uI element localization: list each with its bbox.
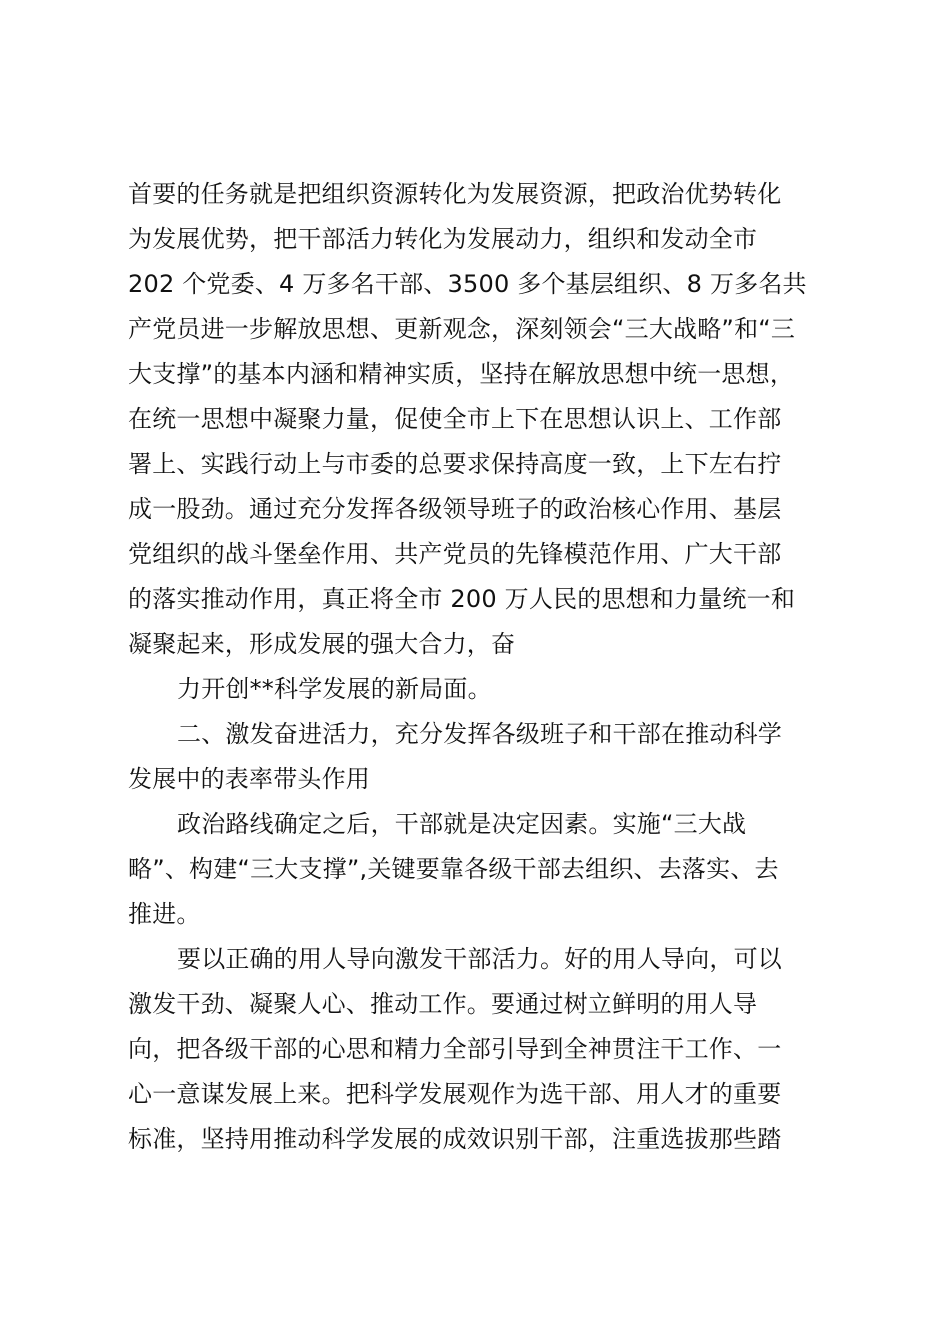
text-line: 要以正确的用人导向激发干部活力。好的用人导向，可以	[177, 945, 782, 973]
text-line: 党组织的战斗堡垒作用、共产党员的先锋模范作用、广大干部	[128, 540, 782, 568]
text-line: 大支撑”的基本内涵和精神实质，坚持在解放思想中统一思想，	[128, 360, 795, 388]
text-line: 的落实推动作用，真正将全市 200 万人民的思想和力量统一和	[128, 585, 796, 613]
text-line: 署上、实践行动上与市委的总要求保持高度一致，上下左右拧	[128, 450, 782, 478]
section-heading-continued: 发展中的表率带头作用	[128, 765, 370, 793]
text-line: 凝聚起来，形成发展的强大合力，奋	[128, 630, 516, 658]
text-line: 向，把各级干部的心思和精力全部引导到全神贯注干工作、一	[128, 1035, 782, 1063]
text-line: 推进。	[128, 900, 201, 928]
text-line: 心一意谋发展上来。把科学发展观作为选干部、用人才的重要	[128, 1080, 782, 1108]
text-line: 202 个党委、4 万多名干部、3500 多个基层组织、8 万多名共	[128, 270, 807, 298]
text-line: 首要的任务就是把组织资源转化为发展资源，把政治优势转化	[128, 180, 782, 208]
text-line: 力开创**科学发展的新局面。	[177, 675, 492, 703]
text-line: 政治路线确定之后，干部就是决定因素。实施“三大战	[177, 810, 747, 838]
text-line: 成一股劲。通过充分发挥各级领导班子的政治核心作用、基层	[128, 495, 782, 523]
section-heading: 二、激发奋进活力，充分发挥各级班子和干部在推动科学	[177, 720, 782, 748]
text-line: 标准，坚持用推动科学发展的成效识别干部，注重选拔那些踏	[128, 1125, 782, 1153]
text-line: 产党员进一步解放思想、更新观念，深刻领会“三大战略”和“三	[128, 315, 796, 343]
body-text	[128, 172, 838, 1162]
text-line: 为发展优势，把干部活力转化为发展动力，组织和发动全市	[128, 225, 758, 253]
text-line: 激发干劲、凝聚人心、推动工作。要通过树立鲜明的用人导	[128, 990, 758, 1018]
text-line: 略”、构建“三大支撑”,关键要靠各级干部去组织、去落实、去	[128, 855, 779, 883]
text-line: 在统一思想中凝聚力量，促使全市上下在思想认识上、工作部	[128, 405, 782, 433]
